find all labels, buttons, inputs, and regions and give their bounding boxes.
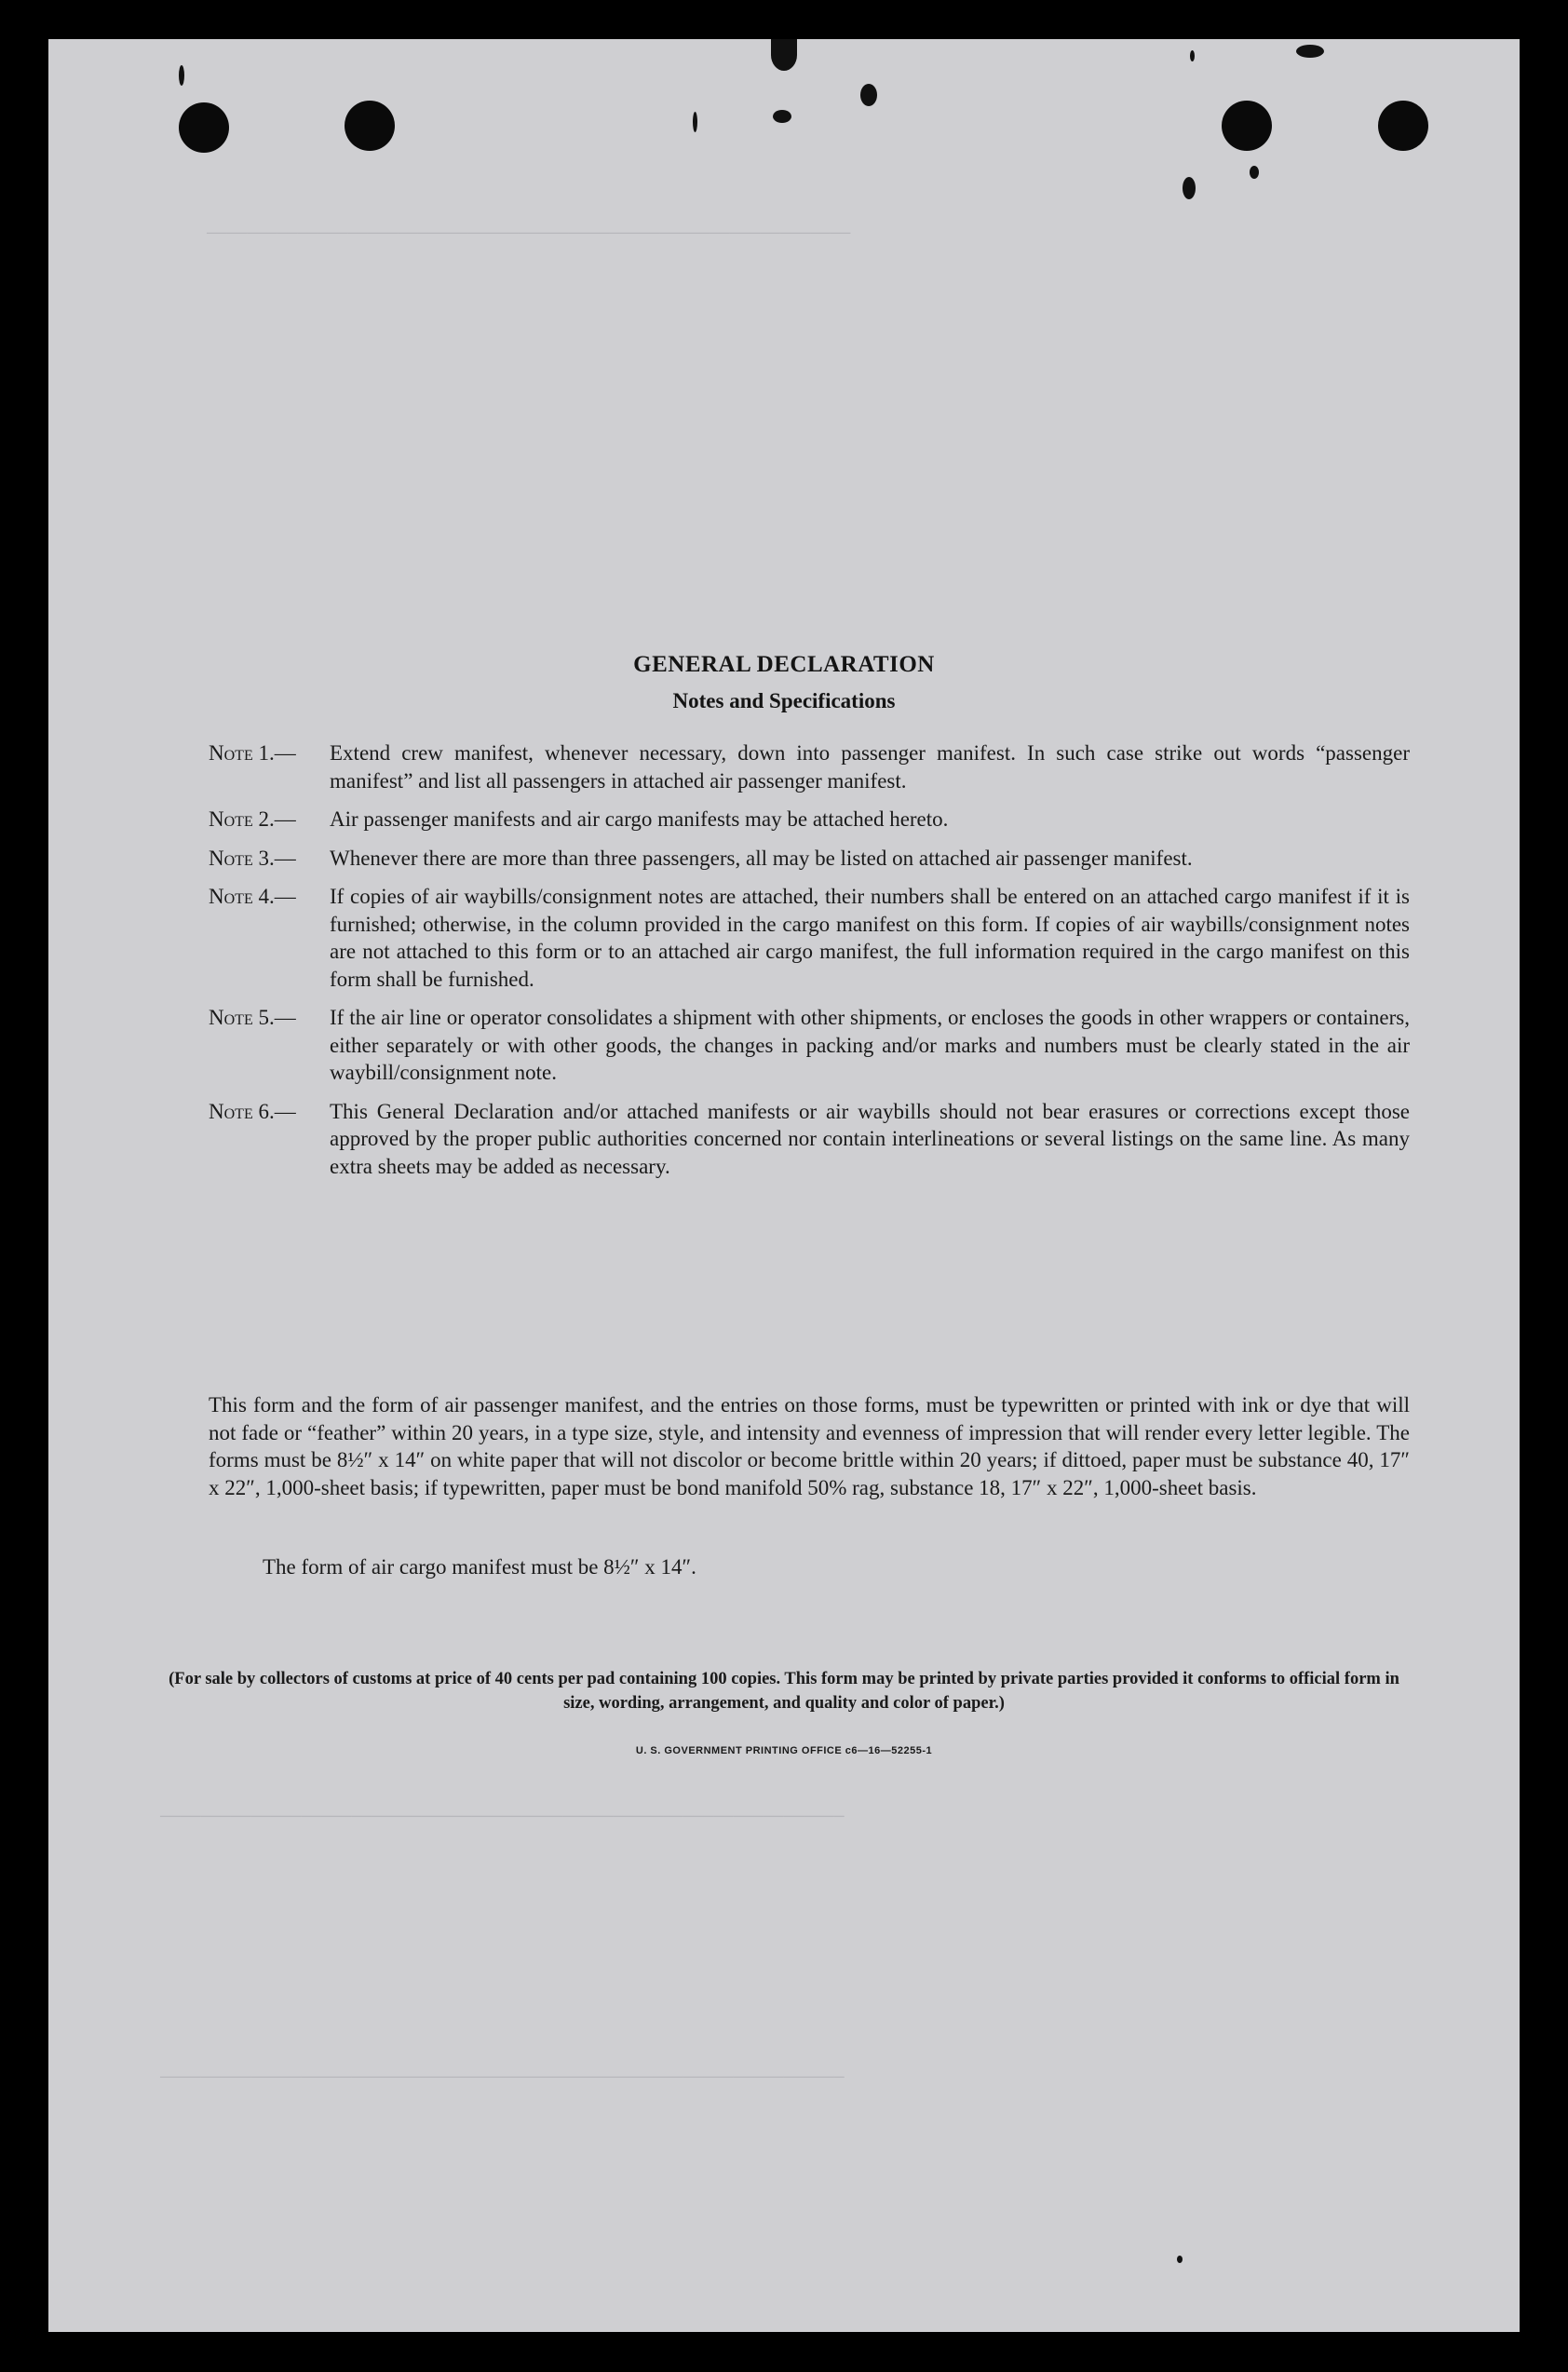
ink-speck (1183, 177, 1196, 199)
bleed-through-lines: ──────────────────────────────────────────────────────────────────── (160, 1809, 845, 1827)
page-subtitle: Notes and Specifications (672, 689, 896, 712)
note-item (209, 845, 1410, 873)
note-text: If copies of air waybills/consignment notes are attached, their numbers shall be entered on an attached cargo manifest if it is furnished; otherwise, in the column provided in the cargo manifest on this form. If copies of air waybills/consignment notes are not attached to this form or to an attached air cargo manifest, the full information required in the cargo manifest on this form shall be furnished. (330, 885, 1410, 991)
punch-hole-right-2 (1378, 101, 1428, 151)
note-text: Whenever there are more than three passengers, all may be listed on attached air passenger manifest. (330, 846, 1193, 870)
note-item (209, 883, 1410, 993)
sale-notice: (For sale by collectors of customs at price of 40 cents per pad containing 100 copies. This form may be printed by private parties provided it conforms to official form in size, wording, arrangement, and quality and color of paper.) (169, 1670, 1399, 1713)
ink-speck (1296, 45, 1324, 58)
note-item (209, 739, 1410, 794)
note-label: Note 2.— (209, 807, 296, 831)
punch-hole-left-1 (179, 102, 229, 153)
note-label: Note 1.— (209, 741, 296, 765)
ink-speck (1177, 2256, 1183, 2263)
ink-speck (693, 112, 697, 132)
note-text: Air passenger manifests and air cargo manifests may be attached hereto. (330, 807, 949, 831)
note-label: Note 4.— (209, 885, 296, 908)
note-text: If the air line or operator consolidates a shipment with other shipments, or encloses the goods in other wrappers or containers, either separately or with other goods, the changes in packing and/or marks and numbers must be clearly stated in the air waybill/consignment note. (330, 1006, 1410, 1084)
page-title: GENERAL DECLARATION (633, 652, 935, 677)
ink-speck (771, 39, 797, 71)
document-page (48, 39, 1520, 2332)
ink-speck (1190, 50, 1195, 61)
bleed-through-lines: ──────────────────────────────────────────────────────────────────── (160, 2069, 845, 2088)
ink-speck (1250, 166, 1259, 179)
ink-speck (179, 65, 184, 86)
punch-hole-right-1 (1222, 101, 1272, 151)
specification-paragraph: This form and the form of air passenger manifest, and the entries on those forms, must be typewritten or printed with ink or dye that will not fade or “feather” within 20 years, in a type size, style, and intensity and evenness of impression that will render every letter legible. The forms must be 8½″ x 14″ on white paper that will not discolor or become brittle within 20 years; if dittoed, paper must be substance 40, 17″ x 22″, 1,000-sheet basis; if typewritten, paper must be bond manifold 50% rag, substance 18, 17″ x 22″, 1,000-sheet basis. (209, 1393, 1410, 1499)
note-text: Extend crew manifest, whenever necessary, down into passenger manifest. In such case strike out words “passenger manifest” and list all passengers in attached air passenger manifest. (330, 741, 1410, 793)
ink-speck (773, 110, 791, 123)
note-item (209, 806, 1410, 834)
note-label: Note 6.— (209, 1099, 296, 1123)
note-item (209, 1004, 1410, 1087)
printer-imprint: U. S. GOVERNMENT PRINTING OFFICE c6—16—52255-1 (635, 1745, 933, 1756)
ink-speck (860, 84, 877, 106)
notes-list (209, 739, 1410, 1191)
punch-hole-left-2 (345, 101, 395, 151)
bleed-through-lines: ──────────────────────────────────────────────────────────────── (207, 225, 851, 244)
note-label: Note 3.— (209, 846, 296, 870)
note-item (209, 1098, 1410, 1181)
cargo-size-line: The form of air cargo manifest must be 8½″ x 14″. (263, 1555, 696, 1579)
note-label: Note 5.— (209, 1006, 296, 1029)
note-text: This General Declaration and/or attached manifests or air waybills should not bear erasures or corrections except those approved by the proper public authorities concerned nor contain interlineations or several listings on the same line. As many extra sheets may be added as necessary. (330, 1099, 1410, 1178)
